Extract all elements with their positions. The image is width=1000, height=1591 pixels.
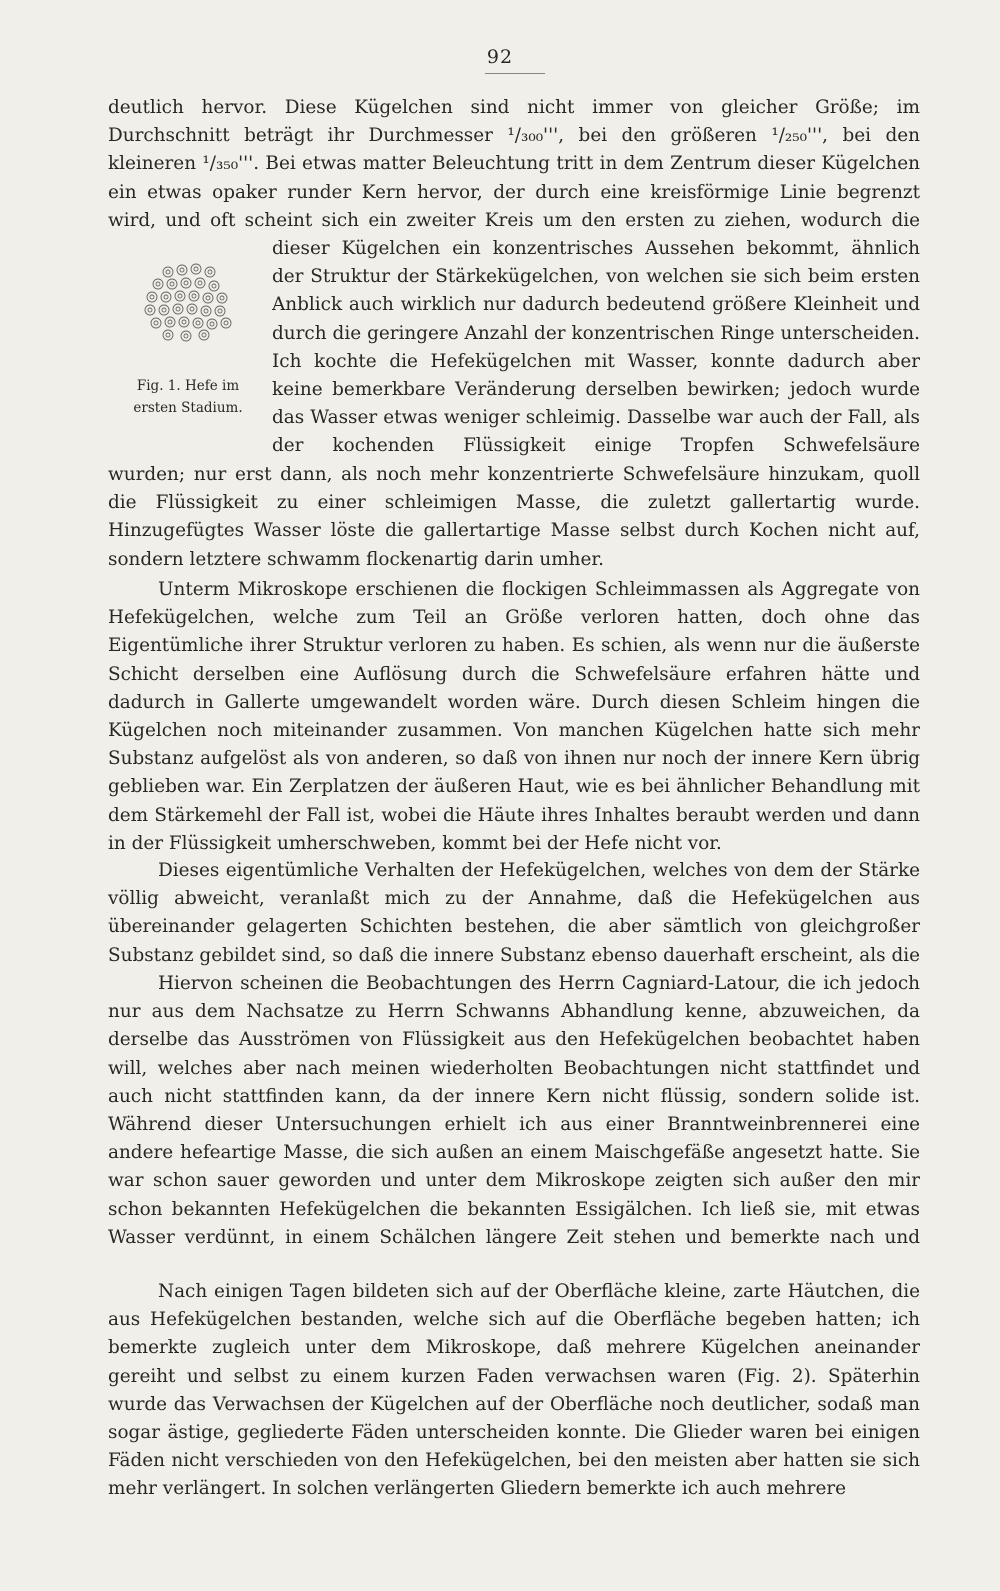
figure-caption-line: Fig. 1. Hefe im bbox=[136, 378, 240, 394]
header-rule bbox=[485, 73, 545, 74]
paragraph-3 bbox=[108, 857, 920, 971]
paragraph-text: dieser Kügelchen ein konzentrisches Aussehen bekommt, ähnlich der Struktur der Stärkekügelchen, von welchen sie sich beim ersten Anblick auch wirklich nur dadurch bedeutend größere Kleinheit und durch die geringere Anzahl der konzentrischen Ringe unterscheiden. Ich kochte die Hefekügelchen mit Wasser, konnte dadurch aber keine bemerkbare Veränderung derselben bewirken; jedoch wurde das Wasser etwas weniger schleimig. Dasselbe war auch der Fall, als der kochenden Flüssigkeit einige Tropfen Schwefelsäure bbox=[272, 238, 920, 457]
figure-1 bbox=[108, 260, 266, 420]
paragraph-text: Dieses eigentümliche Verhalten der Hefekügelchen, welches von dem der Stärke völlig abweicht, veranlaßt mich zu der Annahme, daß die Hefekügelchen aus übereinander gelagerten Schichten bestehen, die aber sämtlich von gleichgroßer Substanz gebildet sind, so daß die innere Substanz ebenso dauerhaft erscheint, als die bbox=[108, 860, 920, 966]
figure-caption-line: ersten Stadium. bbox=[133, 400, 243, 416]
yeast-cells-illustration bbox=[138, 260, 238, 360]
figure-caption bbox=[108, 375, 268, 419]
paragraph-1-top bbox=[108, 94, 920, 236]
paragraph-1-bottom bbox=[108, 461, 920, 575]
paragraph-5 bbox=[108, 1278, 920, 1532]
paragraph-1-side bbox=[272, 235, 920, 461]
paragraph-text: wurden; nur erst dann, als noch mehr konzentrierte Schwefelsäure hinzukam, quoll die Flüssigkeit zu einer schleimigen Masse, die zuletzt gallertartig wurde. Hinzugefügtes Wasser löste die gallertartige Masse selbst durch Kochen nicht auf, sondern letztere schwamm flockenartig darin umher. bbox=[108, 464, 920, 570]
paragraph-4 bbox=[108, 970, 920, 1252]
paragraph-text: deutlich hervor. Diese Kügelchen sind nicht immer von gleicher Größe; im Durchschnitt beträgt ihr Durchmesser ¹/₃₀₀''', bei den größeren ¹/₂₅₀''', bei den kleineren ¹/₃₅₀'''. Bei etwas matter Beleuchtung tritt in dem Zentrum dieser Kügelchen ein etwas opaker runder Kern hervor, der durch eine kreisförmige Linie begrenzt wird, und oft scheint sich ein zweiter Kreis um den ersten zu ziehen, wodurch die bbox=[108, 97, 920, 231]
paragraph-text: Hiervon scheinen die Beobachtungen des Herrn Cagniard-Latour, die ich jedoch nur aus dem Nachsatze zu Herrn Schwanns Abhandlung kenne, abzuweichen, da derselbe das Ausströmen von Flüssigkeit aus den Hefekügelchen beobachtet haben will, welches aber nach meinen wiederholten Beobachtungen nicht stattfindet und auch nicht stattfinden kann, da der innere Kern nicht flüssig, sondern solide ist. Während dieser Untersuchungen erhielt ich aus einer Branntweinbrennerei eine andere hefeartige Masse, die sich außen an einem Maischgefäße angesetzt hatte. Sie war schon sauer geworden und unter dem Mikroskope zeigten sich außer den mir schon bekannten Hefekügelchen die bekannten Essigälchen. Ich ließ sie, mit etwas Wasser verdünnt, in einem Schälchen längere Zeit stehen und bemerkte nach und bbox=[108, 973, 920, 1248]
paragraph-text: Nach einigen Tagen bildeten sich auf der Oberfläche kleine, zarte Häutchen, die aus Hefekügelchen bestanden, welche sich auf die Oberfläche begeben hatten; ich bemerkte zugleich unter dem Mikroskope, daß mehrere Kügelchen aneinander gereiht und selbst zu einem kurzen Faden verwachsen waren (Fig. 2). Späterhin wurde das Verwachsen der Kügelchen auf der Oberfläche noch deutlicher, sodaß man sogar ästige, gegliederte Fäden unterscheiden konnte. Die Glieder waren bei einigen Fäden nicht verschieden von den Hefekügelchen, bei den meisten aber hatten sie sich mehr verlängert. In solchen verlängerten Gliedern bemerkte ich auch mehrere bbox=[108, 1281, 920, 1500]
paragraph-2 bbox=[108, 576, 920, 858]
page-number: 92 bbox=[486, 46, 514, 68]
paragraph-text: Unterm Mikroskope erschienen die flockigen Schleimmassen als Aggregate von Hefekügelchen, welche zum Teil an Größe verloren hatten, doch ohne das Eigentümliche ihrer Struktur verloren zu haben. Es schien, als wenn nur die äußerste Schicht derselben eine Auflösung durch die Schwefelsäure erfahren hätte und dadurch in Gallerte umgewandelt worden wäre. Durch diesen Schleim hingen die Kügelchen noch miteinander zusammen. Von manchen Kügelchen hatte sich mehr Substanz aufgelöst als von anderen, so daß von ihnen nur noch der innere Kern übrig geblieben war. Ein Zerplatzen der äußeren Haut, wie es bei ähnlicher Behandlung mit dem Stärkemehl der Fall ist, wobei die Häute ihres Inhaltes beraubt werden und dann in der Flüssigkeit umherschweben, kommt bei der Hefe nicht vor. bbox=[108, 579, 920, 854]
